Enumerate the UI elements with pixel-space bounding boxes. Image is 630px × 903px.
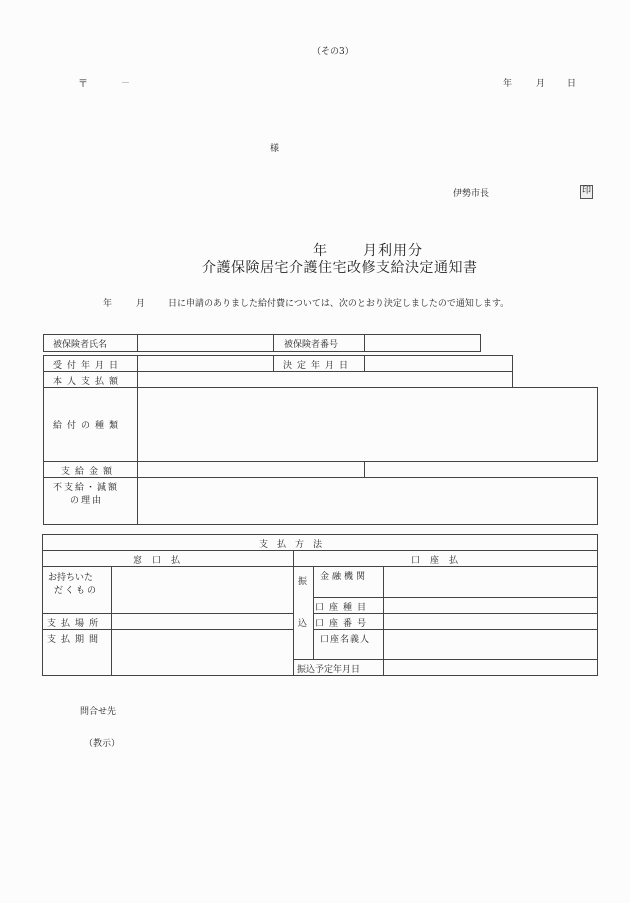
payment-amount-field[interactable] (137, 461, 365, 478)
self-payment-label-cell (43, 371, 138, 388)
transfer-date-field[interactable] (383, 659, 598, 676)
contact-label: 問合せ先 (80, 707, 117, 717)
title-year: 年 (313, 243, 328, 259)
benefit-type-label: 給付の種類 (53, 421, 124, 431)
bank-field[interactable] (383, 566, 598, 598)
account-number-label-cell (313, 613, 384, 630)
account-payment-header (293, 550, 598, 567)
insured-number-label-cell (273, 334, 365, 352)
decision-date-label: 決定年月日 (283, 361, 354, 371)
payment-amount-label-cell (43, 461, 138, 478)
account-number-field[interactable] (383, 613, 598, 630)
self-payment-field[interactable] (137, 371, 513, 388)
transfer-date-label: 振込予定年月日 (297, 665, 361, 675)
insured-number-field[interactable] (364, 334, 481, 352)
issuer-name: 伊勢市長 (453, 189, 490, 199)
received-date-field[interactable] (137, 355, 274, 372)
place-field[interactable] (111, 613, 294, 630)
period-label: 支払期間 (47, 635, 104, 645)
self-payment-label: 本人支払額 (53, 377, 124, 387)
reason-label-line2: の理由 (70, 496, 104, 506)
account-type-field[interactable] (383, 597, 598, 614)
payment-method-header (42, 534, 598, 551)
items-label-cell (42, 566, 112, 614)
decision-date-label-cell (273, 355, 365, 372)
items-label-line1: お持ちいた (48, 573, 94, 583)
date-month: 月 (536, 79, 546, 89)
insured-name-label: 被保険者氏名 (53, 340, 108, 350)
intro-year: 年 (103, 299, 113, 309)
period-label-cell (42, 629, 112, 676)
received-date-label: 受付年月日 (53, 361, 124, 371)
payment-method-title: 支払方法 (259, 540, 332, 550)
title-usage-month: 月利用分 (363, 243, 423, 259)
document-title: 介護保険居宅介護住宅改修支給決定通知書 (202, 260, 478, 276)
counter-payment-header (42, 550, 294, 567)
insured-number-label: 被保険者番号 (284, 340, 339, 350)
period-field[interactable] (111, 629, 294, 676)
transfer-label-cell (293, 566, 314, 660)
place-label-cell (42, 613, 112, 630)
account-holder-label: 口座名義人 (320, 635, 371, 645)
date-year: 年 (503, 79, 513, 89)
intro-text: 日に申請のありました給付費については、次のとおり決定しましたので通知します。 (168, 299, 510, 309)
reason-label-cell (43, 477, 138, 525)
account-type-label: 口座種目 (315, 603, 372, 613)
insured-name-field[interactable] (137, 334, 274, 352)
account-type-label-cell (313, 597, 384, 614)
postal-mark: 〒 (78, 79, 88, 90)
benefit-type-label-cell (43, 387, 138, 462)
reason-field[interactable] (137, 477, 598, 525)
postal-dash: － (121, 79, 131, 89)
intro-month: 月 (136, 299, 146, 309)
counter-payment-title: 窓口払 (133, 556, 191, 566)
recipient-suffix: 様 (270, 144, 280, 154)
received-date-label-cell (43, 355, 138, 372)
transfer-date-label-cell (293, 659, 384, 676)
form-number: （その3） (312, 47, 354, 57)
account-holder-label-cell (313, 629, 384, 660)
bank-label-cell (313, 566, 384, 598)
notice-label: （教示） (84, 739, 121, 749)
payment-amount-spacer (364, 461, 598, 478)
items-field[interactable] (111, 566, 294, 614)
place-label: 支払場所 (47, 619, 104, 629)
date-day: 日 (567, 79, 577, 89)
bank-label: 金融機関 (320, 572, 369, 582)
transfer-label-bottom: 込 (298, 619, 308, 629)
account-payment-title: 口座払 (411, 556, 469, 566)
account-number-label: 口座番号 (315, 619, 372, 629)
insured-name-label-cell (43, 334, 138, 352)
transfer-label-top: 振 (298, 577, 308, 587)
benefit-type-field[interactable] (137, 387, 598, 462)
decision-date-field[interactable] (364, 355, 513, 372)
seal-stamp: 印 (580, 185, 593, 199)
account-holder-field[interactable] (383, 629, 598, 660)
reason-label-line1: 不支給・減額 (53, 483, 120, 493)
items-label-line2: だくもの (54, 586, 99, 596)
payment-amount-label: 支給金額 (61, 467, 118, 477)
